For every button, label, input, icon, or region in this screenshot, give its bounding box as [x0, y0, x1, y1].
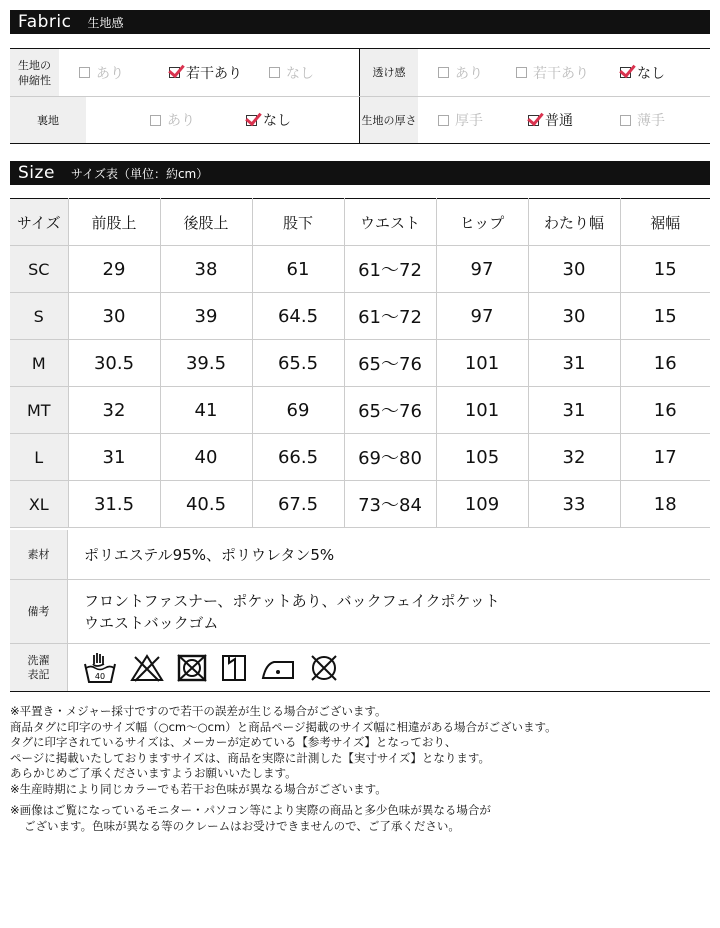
table-cell: 97 [436, 246, 528, 293]
table-cell: 61～72 [344, 293, 436, 340]
size-header [10, 161, 710, 185]
material-label: 素材 [10, 530, 68, 579]
note-line: ページに掲載いたしておりますサイズは、商品を実際に計測した【実寸サイズ】となります。 [10, 750, 491, 765]
table-cell: 39 [160, 293, 252, 340]
checkbox-icon [516, 67, 527, 78]
column-header: ウエスト [344, 199, 436, 246]
table-cell: 32 [528, 434, 620, 481]
column-header: 前股上 [68, 199, 160, 246]
size-cell: XL [10, 481, 68, 528]
care-label: 洗濯 表記 [10, 644, 68, 691]
table-cell: 66.5 [252, 434, 344, 481]
column-header: わたり幅 [528, 199, 620, 246]
thickness-label: 生地の厚さ [360, 97, 418, 143]
checkbox-icon [620, 115, 631, 126]
column-header: 後股上 [160, 199, 252, 246]
table-cell: 69～80 [344, 434, 436, 481]
table-row [10, 293, 710, 340]
table-cell: 31.5 [68, 481, 160, 528]
sheer-option-yes: あり [438, 63, 516, 83]
table-cell: 18 [620, 481, 710, 528]
checkbox-checked-icon [528, 115, 539, 126]
table-row [10, 387, 710, 434]
table-cell: 40 [160, 434, 252, 481]
stretch-label: 生地の 伸縮性 [10, 49, 59, 96]
column-header: 股下 [252, 199, 344, 246]
size-cell: S [10, 293, 68, 340]
iron-low-icon [260, 654, 296, 682]
note-line: ※平置き・メジャー採寸ですので若干の誤差が生じる場合がございます。 [10, 704, 387, 718]
column-header: 裾幅 [620, 199, 710, 246]
table-cell: 101 [436, 387, 528, 434]
table-cell: 31 [68, 434, 160, 481]
lining-option-none: なし [246, 110, 336, 130]
checkbox-checked-icon [246, 115, 257, 126]
care-icons [68, 644, 340, 691]
stretch-options [59, 49, 359, 96]
size-cell: L [10, 434, 68, 481]
table-cell: 16 [620, 387, 710, 434]
note-line: タグに印字されているサイズは、メーカーが定めている【参考サイズ】となっており、 [10, 735, 457, 749]
lining-label: 裏地 [10, 97, 86, 143]
note-line: あらかじめご了承くださいますようお願いいたします。 [10, 766, 297, 780]
table-cell: 67.5 [252, 481, 344, 528]
material-text: ポリエステル95%、ポリウレタン5% [84, 545, 335, 564]
table-cell: 33 [528, 481, 620, 528]
checkbox-icon [269, 67, 280, 78]
sheer-options [418, 49, 710, 96]
table-cell: 65.5 [252, 340, 344, 387]
thickness-option-normal: 普通 [528, 110, 620, 130]
table-cell: 17 [620, 434, 710, 481]
notes [10, 704, 710, 834]
sheer-label: 透け感 [360, 49, 418, 96]
size-title: Size [18, 163, 55, 183]
size-cell: MT [10, 387, 68, 434]
no-tumble-dry-icon [176, 653, 208, 683]
checkbox-checked-icon [169, 67, 180, 78]
table-cell: 69 [252, 387, 344, 434]
stretch-option-slight: 若干あり [169, 63, 269, 83]
table-cell: 61 [252, 246, 344, 293]
table-cell: 30.5 [68, 340, 160, 387]
table-row [10, 340, 710, 387]
hand-wash-icon [82, 652, 118, 684]
table-cell: 61～72 [344, 246, 436, 293]
note-line: ございます。色味が異なる等のクレームはお受けできませんので、ご了承ください。 [24, 818, 460, 833]
fabric-table [10, 48, 710, 144]
table-cell: 32 [68, 387, 160, 434]
table-cell: 30 [528, 293, 620, 340]
table-cell: 101 [436, 340, 528, 387]
checkbox-icon [150, 115, 161, 126]
note-line: 商品タグに印字のサイズ幅（○cm～○cm）と商品ページ掲載のサイズ幅に相違がある場合がございます。 [10, 719, 557, 734]
table-cell: 15 [620, 293, 710, 340]
table-cell: 64.5 [252, 293, 344, 340]
checkbox-icon [438, 67, 449, 78]
table-row [10, 481, 710, 528]
size-corner-label: サイズ [10, 199, 68, 246]
stretch-option-none: なし [269, 63, 359, 83]
no-bleach-icon [130, 653, 164, 683]
sheer-option-slight: 若干あり [516, 63, 620, 83]
checkbox-icon [79, 67, 90, 78]
table-cell: 16 [620, 340, 710, 387]
fabric-subtitle: 生地感 [87, 15, 124, 30]
table-cell: 109 [436, 481, 528, 528]
care-row [10, 644, 710, 692]
table-row [10, 434, 710, 481]
remarks-line-2: ウエストバックゴム [84, 613, 219, 632]
fabric-title: Fabric [18, 12, 72, 32]
size-cell: M [10, 340, 68, 387]
table-cell: 105 [436, 434, 528, 481]
table-cell: 29 [68, 246, 160, 293]
table-cell: 31 [528, 340, 620, 387]
flat-dry-icon [220, 653, 248, 683]
table-cell: 31 [528, 387, 620, 434]
remarks-label: 備考 [10, 580, 68, 643]
size-table [10, 198, 710, 528]
size-cell: SC [10, 246, 68, 293]
table-cell: 39.5 [160, 340, 252, 387]
table-cell: 65～76 [344, 387, 436, 434]
table-cell: 15 [620, 246, 710, 293]
svg-text:40: 40 [94, 671, 106, 681]
remarks-line-1: フロントファスナー、ポケットあり、バックフェイクポケット [84, 591, 500, 610]
size-table-header [10, 199, 710, 246]
table-cell: 30 [528, 246, 620, 293]
table-cell: 30 [68, 293, 160, 340]
thickness-option-thin: 薄手 [620, 110, 710, 130]
table-cell: 65～76 [344, 340, 436, 387]
lining-option-yes: あり [150, 110, 246, 130]
no-dry-clean-icon [308, 653, 340, 683]
remarks-row [10, 580, 710, 644]
size-subtitle: サイズ表（単位：約cm） [70, 166, 209, 181]
note-line: ※画像はご覧になっているモニター・パソコン等により実際の商品と多少色味が異なる場合が [10, 803, 491, 817]
table-cell: 40.5 [160, 481, 252, 528]
table-cell: 97 [436, 293, 528, 340]
table-cell: 38 [160, 246, 252, 293]
table-row [10, 246, 710, 293]
column-header: ヒップ [436, 199, 528, 246]
checkbox-icon [438, 115, 449, 126]
material-row [10, 530, 710, 580]
thickness-options [418, 97, 710, 143]
stretch-option-yes: あり [79, 63, 169, 83]
note-line: ※生産時期により同じカラーでも若干お色味が異なる場合がございます。 [10, 781, 387, 796]
thickness-option-thick: 厚手 [438, 110, 528, 130]
checkbox-checked-icon [620, 67, 631, 78]
sheer-option-none: なし [620, 63, 710, 83]
lining-options [86, 97, 359, 143]
table-cell: 73～84 [344, 481, 436, 528]
fabric-header [10, 10, 710, 34]
table-cell: 41 [160, 387, 252, 434]
remarks-text [68, 580, 710, 643]
